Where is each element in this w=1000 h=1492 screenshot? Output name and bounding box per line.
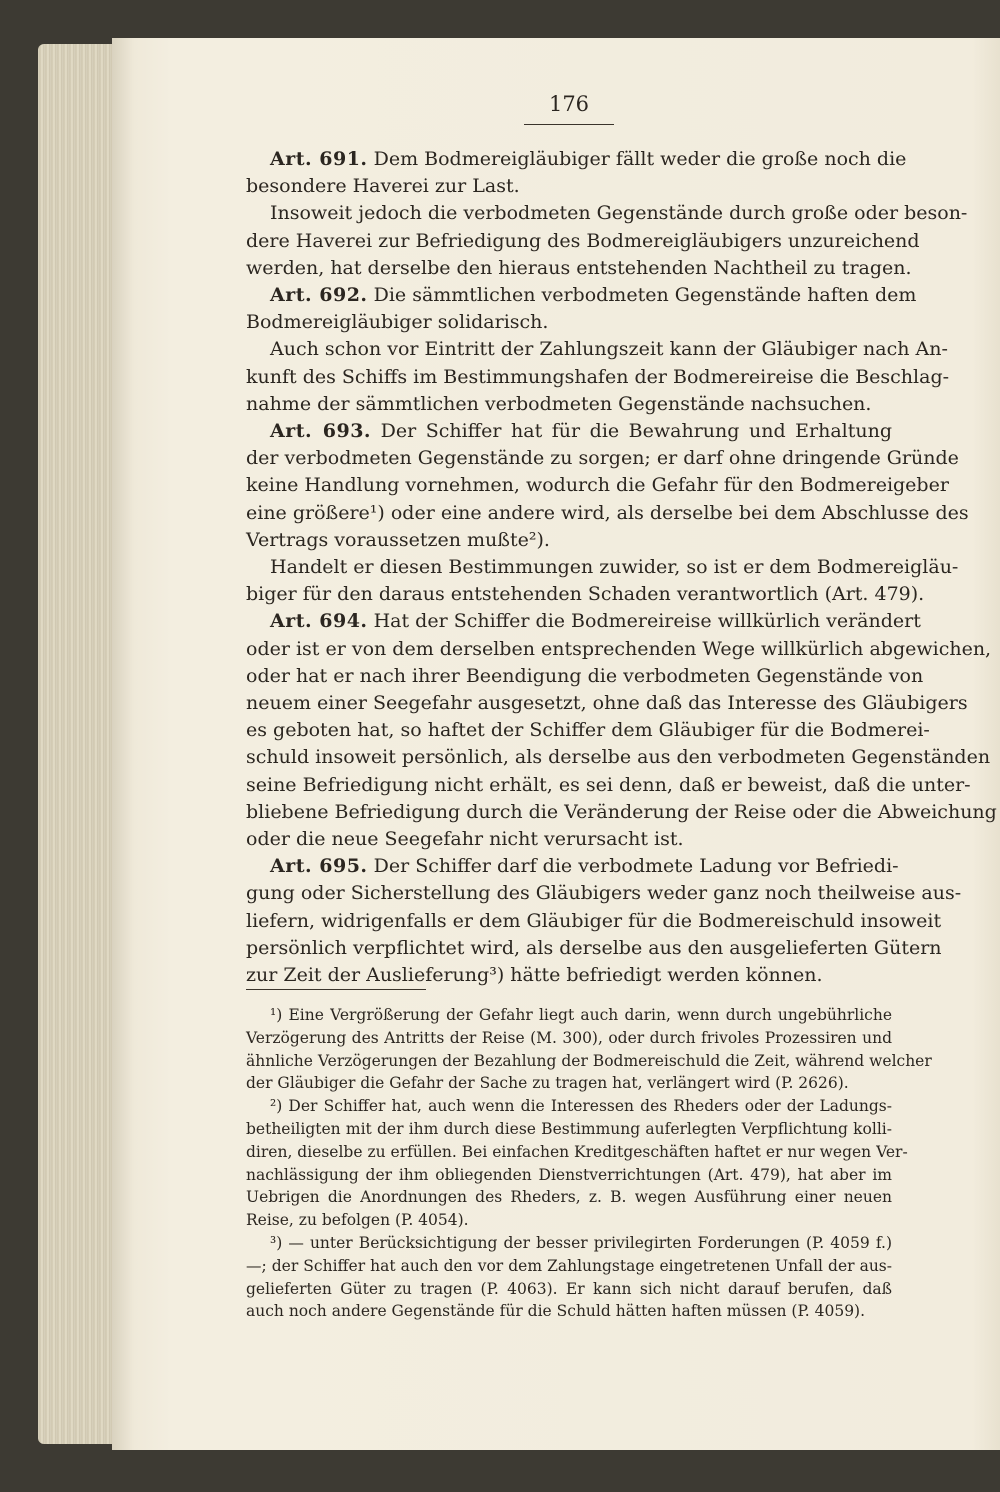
line-text: zur Zeit der Auslieferung³) hätte befriedigt werden können. xyxy=(246,964,823,987)
text-line xyxy=(246,200,968,227)
text-line xyxy=(246,880,962,907)
book-page-edges xyxy=(38,44,122,1444)
footnote-line: Verzögerung des Antritts der Reise (M. 300), oder durch frivoles Prozessiren und xyxy=(246,1028,892,1047)
line-text: Bodmereigläubiger solidarisch. xyxy=(246,311,549,334)
text-line xyxy=(246,364,950,391)
text-line xyxy=(246,908,942,935)
footnote-line: diren, dieselbe zu erfüllen. Bei einfachen Kreditgeschäften haftet er nur wegen Ver- xyxy=(246,1142,908,1161)
footnote-line: ³) — unter Berücksichtigung der besser privilegirten Forderungen (P. 4059 f.) xyxy=(270,1233,892,1252)
footnote-separator xyxy=(246,989,426,990)
paragraph xyxy=(246,336,950,418)
line-text: bliebene Befriedigung durch die Veränderung der Reise oder die Abweichung xyxy=(246,800,997,823)
line-text: oder ist er von dem derselben entsprechenden Wege willkürlich abgewichen, xyxy=(246,637,992,660)
line-text: Dem Bodmereigläubiger fällt weder die große noch die xyxy=(373,148,907,170)
footnote-line: ¹) Eine Vergrößerung der Gefahr liegt auch darin, wenn durch ungebührliche xyxy=(270,1006,892,1024)
line-text: oder die neue Seegefahr nicht verursacht ist. xyxy=(246,828,684,851)
footnote-line: ähnliche Verzögerungen der Bezahlung der Bodmereischuld die Zeit, während welcher xyxy=(246,1051,932,1070)
line-text: gung oder Sicherstellung des Gläubigers weder ganz noch theilweise aus- xyxy=(246,882,962,905)
line-text: werden, hat derselbe den hieraus entstehenden Nachtheil zu tragen. xyxy=(246,256,912,279)
footnote xyxy=(246,1004,932,1095)
text-line xyxy=(246,228,920,255)
paragraph xyxy=(246,200,968,282)
text-line xyxy=(246,717,930,744)
footnote-line: der Gläubiger die Gefahr der Sache zu tragen hat, verlängert wird (P. 2626). xyxy=(246,1074,849,1093)
footnote xyxy=(246,1232,892,1323)
line-text: Der Schiffer hat für die Bewahrung und Erhaltung xyxy=(380,420,893,443)
footnote-line: gelieferten Güter zu tragen (P. 4063). Er kann sich nicht darauf berufen, daß xyxy=(246,1279,892,1298)
line-text: Der Schiffer darf die verbodmete Ladung vor Befriedi- xyxy=(373,855,899,878)
line-text: eine größere¹) oder eine andere wird, als derselbe bei dem Abschlusse des xyxy=(246,501,969,524)
line-text: Vertrags voraussetzen mußte²). xyxy=(246,528,550,551)
footnote-line: Uebrigen die Anordnungen des Rheders, z. B. wegen Ausführung einer neuen xyxy=(246,1188,892,1207)
text-line xyxy=(246,935,942,962)
text-line xyxy=(246,636,992,663)
line-text: seine Befriedigung nicht erhält, es sei denn, daß er beweist, daß die unter- xyxy=(246,773,971,796)
text-line xyxy=(246,282,917,309)
line-text: schuld insoweit persönlich, als derselbe aus den verbodmeten Gegenständen xyxy=(246,746,991,769)
text-line xyxy=(246,799,997,826)
article-number: Art. 693. xyxy=(270,420,372,443)
line-text: biger für den daraus entstehenden Schaden verantwortlich (Art. 479). xyxy=(246,583,925,606)
text-line xyxy=(246,391,892,418)
line-text: Auch schon vor Eintritt der Zahlungszeit kann der Gläubiger nach An- xyxy=(270,338,948,361)
text-line xyxy=(246,500,969,527)
text-line xyxy=(246,962,892,989)
text-line xyxy=(246,826,892,853)
line-text: es geboten hat, so haftet der Schiffer dem Gläubiger für die Bodmerei- xyxy=(246,719,930,742)
text-line xyxy=(246,608,921,635)
paragraph xyxy=(246,418,969,554)
text-line xyxy=(246,581,925,608)
text-line xyxy=(246,663,924,690)
footnote-line: ²) Der Schiffer hat, auch wenn die Interessen des Rheders oder der Ladungs- xyxy=(270,1097,892,1116)
footnote-line: Reise, zu befolgen (P. 4054). xyxy=(246,1211,469,1230)
article-number: Art. 695. xyxy=(270,855,368,878)
text-line xyxy=(246,309,892,336)
text-line xyxy=(246,853,899,880)
line-text: der verbodmeten Gegenstände zu sorgen; er darf ohne dringende Gründe xyxy=(246,447,959,470)
paragraph xyxy=(246,554,959,608)
line-text: oder hat er nach ihrer Beendigung die verbodmeten Gegenstände von xyxy=(246,664,924,687)
paragraph xyxy=(246,146,907,200)
paragraph xyxy=(246,282,917,336)
line-text: dere Haverei zur Befriedigung des Bodmereigläubigers unzureichend xyxy=(246,229,920,252)
text-line xyxy=(246,336,948,363)
article-number: Art. 692. xyxy=(270,284,368,307)
line-text: keine Handlung vornehmen, wodurch die Gefahr für den Bodmereigeber xyxy=(246,474,949,497)
text-line xyxy=(246,146,907,173)
text-line xyxy=(246,554,959,581)
footnote-line: —; der Schiffer hat auch den vor dem Zahlungstage eingetretenen Unfall der aus- xyxy=(246,1256,892,1275)
text-line xyxy=(246,445,959,472)
line-text: besondere Haverei zur Last. xyxy=(246,175,520,198)
line-text: liefern, widrigenfalls er dem Gläubiger für die Bodmereischuld insoweit xyxy=(246,909,942,932)
footnote-line: auch noch andere Gegenstände für die Schuld hätten haften müssen (P. 4059). xyxy=(246,1302,866,1321)
text-line xyxy=(246,472,949,499)
page-number-rule xyxy=(524,124,614,125)
text-line xyxy=(246,255,912,282)
body-text xyxy=(246,146,997,989)
text-line xyxy=(246,744,991,771)
line-text: Insoweit jedoch die verbodmeten Gegenstände durch große oder beson- xyxy=(270,202,968,225)
text-line xyxy=(246,772,971,799)
line-text: Handelt er diesen Bestimmungen zuwider, so ist er dem Bodmereigläu- xyxy=(270,556,959,579)
line-text: persönlich verpflichtet wird, als derselbe aus den ausgelieferten Gütern xyxy=(246,936,942,959)
article-number: Art. 694. xyxy=(270,610,368,633)
text-line xyxy=(246,418,892,445)
line-text: kunft des Schiffs im Bestimmungshafen der Bodmereireise die Beschlag- xyxy=(246,365,950,388)
article-number: Art. 691. xyxy=(270,148,368,170)
footnote-line: betheiligten mit der ihm durch diese Bestimmung auferlegten Verpflichtung kolli- xyxy=(246,1119,892,1138)
footnote-line: nachlässigung der ihm obliegenden Dienstverrichtungen (Art. 479), hat aber im xyxy=(246,1165,892,1184)
line-text: Die sämmtlichen verbodmeten Gegenstände haften dem xyxy=(373,284,917,307)
text-line xyxy=(246,690,968,717)
text-line xyxy=(246,173,892,200)
paragraph xyxy=(246,853,962,989)
line-text: Hat der Schiffer die Bodmereireise willkürlich verändert xyxy=(373,610,921,633)
line-text: neuem einer Seegefahr ausgesetzt, ohne daß das Interesse des Gläubigers xyxy=(246,692,968,715)
text-line xyxy=(246,527,892,554)
line-text: nahme der sämmtlichen verbodmeten Gegenstände nachsuchen. xyxy=(246,392,872,415)
footnote xyxy=(246,1095,908,1232)
page-number: 176 xyxy=(548,92,590,116)
paragraph xyxy=(246,608,997,853)
footnotes xyxy=(246,1004,932,1323)
